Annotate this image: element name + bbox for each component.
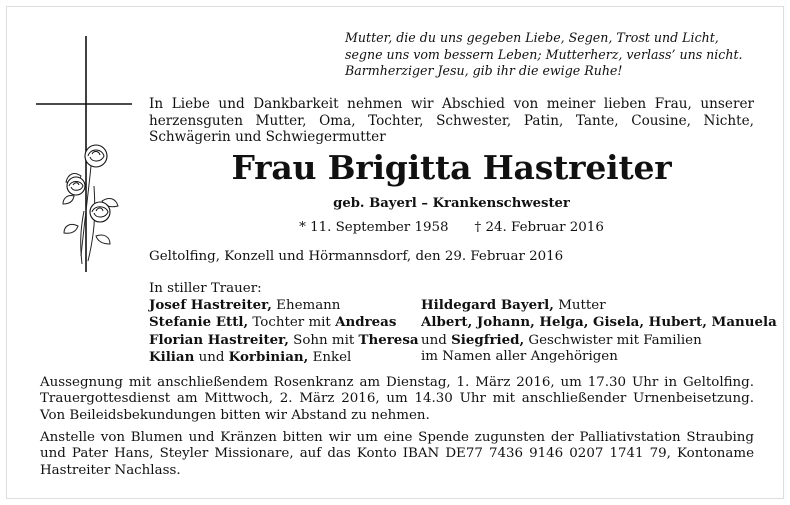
- mourners-left-column: [149, 297, 419, 366]
- mourner-line: [421, 297, 777, 314]
- mourner-relation: Sohn mit: [288, 332, 359, 348]
- mourner-name: Kilian: [149, 348, 195, 365]
- mourner-name: Florian Hastreiter,: [149, 331, 289, 348]
- verse-block: [345, 30, 765, 80]
- mourner-relation: im Namen aller Angehörigen: [421, 348, 618, 364]
- cross-with-roses: [36, 36, 136, 276]
- mourner-line: [149, 297, 419, 314]
- mourner-name: Theresa: [358, 331, 419, 348]
- mourner-name: Siegfried,: [451, 331, 525, 348]
- mourner-line: [149, 332, 419, 349]
- mourner-relation: Enkel: [308, 349, 352, 365]
- mourner-name: Josef Hastreiter,: [149, 297, 272, 313]
- intro-text: In Liebe und Dankbarkeit nehmen wir Abschied von meiner lieben Frau, unserer herzensguten Mutter, Oma, Tochter, Schwester, Patin, Tante, Cousine, Nichte, Schwägerin und Schwiegermutter: [149, 96, 754, 146]
- mourner-name: Andreas: [335, 314, 397, 331]
- funeral-info-paragraph: Aussegnung mit anschließendem Rosenkranz am Dienstag, 1. März 2016, um 17.30 Uhr in Geltolfing. Trauergottesdienst am Mittwoch, 2. März 2016, um 14.30 Uhr mit anschließender Urnenbeisetzung. Von Beileidsbekundungen bitten wir Abstand zu nehmen.: [40, 375, 754, 423]
- mourner-name: Albert, Johann, Helga, Gisela, Hubert, Manuela: [421, 314, 777, 331]
- mourner-relation: Tochter mit: [248, 315, 336, 331]
- birth-name-profession: geb. Bayerl – Krankenschwester: [333, 196, 570, 211]
- mourner-relation: und: [194, 349, 229, 365]
- mourner-relation: Mutter: [553, 298, 606, 313]
- mourner-line: [421, 349, 777, 365]
- deceased-name: Frau Brigitta Hastreiter: [231, 148, 672, 187]
- mourner-line: [421, 332, 777, 349]
- place-and-date: Geltolfing, Konzell und Hörmannsdorf, den 29. Februar 2016: [149, 249, 564, 264]
- mourner-name: Korbinian,: [228, 348, 309, 365]
- life-dates: [149, 220, 754, 236]
- mourner-relation: und: [421, 332, 452, 348]
- mourner-line: [149, 349, 419, 366]
- mourners-right-column: [421, 297, 777, 365]
- mourner-line: [149, 314, 419, 331]
- mourner-name: Hildegard Bayerl,: [421, 297, 554, 313]
- death-date: † 24. Februar 2016: [474, 220, 604, 235]
- verse-line: Barmherziger Jesu, gib ihr die ewige Ruhe!: [345, 63, 623, 78]
- cross-rose-icon: [36, 36, 136, 276]
- mourner-relation: Geschwister mit Familien: [524, 332, 702, 348]
- mourner-name: Stefanie Ettl,: [149, 314, 249, 331]
- birth-date: * 11. September 1958: [299, 220, 449, 235]
- donation-paragraph: Anstelle von Blumen und Kränzen bitten wir um eine Spende zugunsten der Palliativstation Straubing und Pater Hans, Steyler Missionare, auf das Konto IBAN DE77 7436 9146 0207 1741 79, Kontoname Hastreiter Nachlass.: [40, 430, 754, 478]
- mourners-title: In stiller Trauer:: [149, 281, 262, 296]
- mourner-relation: Ehemann: [271, 298, 341, 313]
- mourner-line: [421, 314, 777, 331]
- verse-line: Mutter, die du uns gegeben Liebe, Segen, Trost und Licht,: [345, 30, 719, 45]
- verse-line: segne uns vom bessern Leben; Mutterherz, verlass’ uns nicht.: [345, 46, 743, 62]
